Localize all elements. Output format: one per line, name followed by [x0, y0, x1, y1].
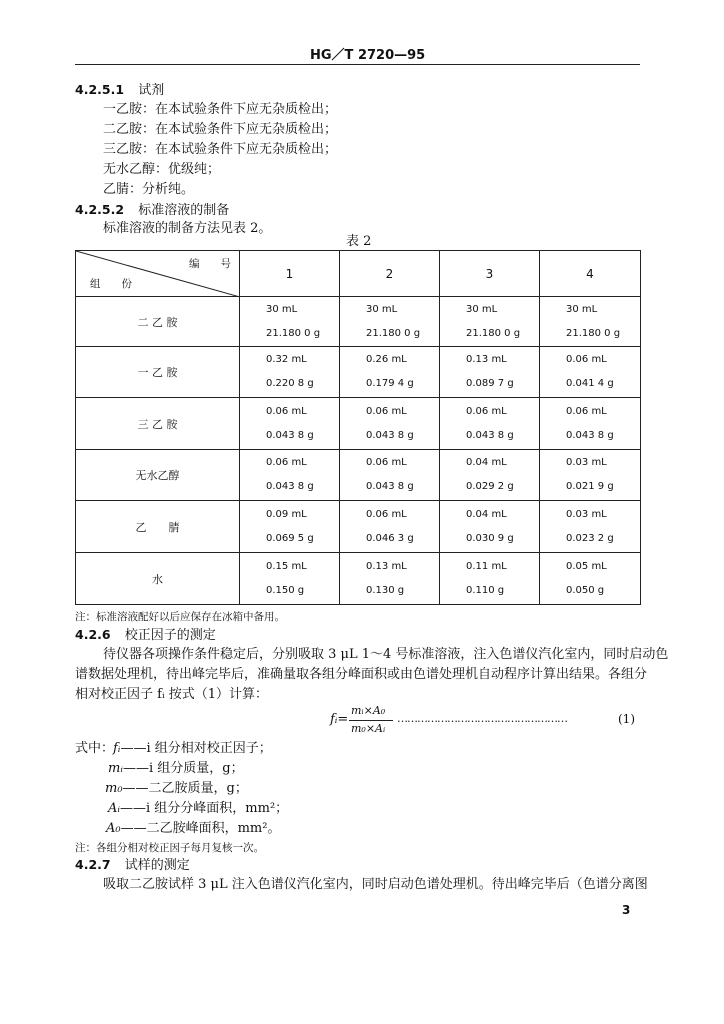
- formula-dots: ……………………………………………: [397, 712, 567, 725]
- table-caption: 表 2: [346, 234, 372, 249]
- table-cell: 0.06 mL 0.043 8 g: [240, 398, 340, 450]
- where-item: Aᵢ——i 组分分峰面积，mm²；: [108, 801, 289, 816]
- where-item: m₀——二乙胺质量，g；: [105, 781, 248, 796]
- corner-bottom-label: 组 份: [90, 278, 132, 290]
- section-body: 吸取二乙胺试样 3 μL 注入色谱仪汽化室内，同时启动色谱处理机。待出峰完毕后（色谱分离图: [103, 877, 648, 892]
- component-name: 二 乙 胺: [76, 297, 240, 347]
- section-body: 标准溶液的制备方法见表 2。: [103, 221, 272, 236]
- equation-number: (1): [618, 712, 635, 726]
- table-cell: 0.06 mL 0.043 8 g: [540, 398, 641, 450]
- component-name: 水: [76, 553, 240, 605]
- table-header-row: [76, 251, 641, 297]
- table-row: [76, 553, 641, 605]
- table-cell: 0.05 mL 0.050 g: [540, 553, 641, 605]
- table-cell: 0.06 mL 0.043 8 g: [340, 450, 440, 501]
- table-cell: 30 mL 21.180 0 g: [240, 297, 340, 347]
- table-cell: 0.11 mL 0.110 g: [440, 553, 540, 605]
- paragraph-line: 相对校正因子 fᵢ 按式（1）计算：: [75, 687, 268, 702]
- table-cell: 0.26 mL 0.179 4 g: [340, 347, 440, 398]
- table-cell: 0.04 mL 0.030 9 g: [440, 501, 540, 553]
- table-cell: 0.32 mL 0.220 8 g: [240, 347, 340, 398]
- table-cell: 0.15 mL 0.150 g: [240, 553, 340, 605]
- table-row: [76, 450, 641, 501]
- calibration-note: 注：各组分相对校正因子每月复核一次。: [75, 842, 264, 854]
- table-cell: 0.06 mL 0.043 8 g: [440, 398, 540, 450]
- table-cell: 0.03 mL 0.021 9 g: [540, 450, 641, 501]
- where-item: A₀——二乙胺峰面积，mm²。: [106, 821, 281, 836]
- table-row: [76, 347, 641, 398]
- section-4-2-5-2-heading: [75, 200, 229, 221]
- formula-lhs: fᵢ=: [330, 712, 349, 727]
- where-lead: 式中：: [75, 741, 115, 756]
- reagent-item: 一乙胺：在本试验条件下应无杂质检出；: [103, 102, 338, 117]
- column-header: 1: [240, 251, 340, 297]
- table-cell: 0.03 mL 0.023 2 g: [540, 501, 641, 553]
- table-row: [76, 297, 641, 347]
- section-number: 4.2.6: [75, 627, 111, 642]
- table-cell: 0.06 mL 0.046 3 g: [340, 501, 440, 553]
- component-name: 三 乙 胺: [76, 398, 240, 450]
- section-4-2-7-heading: [75, 855, 190, 876]
- table-cell: 0.04 mL 0.029 2 g: [440, 450, 540, 501]
- paragraph-line: 谱数据处理机，待出峰完毕后，准确量取各组分峰面积或由色谱处理机自动程序计算出结果。各组分: [75, 667, 648, 682]
- table-cell: 0.06 mL 0.043 8 g: [340, 398, 440, 450]
- section-number: 4.2.7: [75, 857, 111, 872]
- fraction-bar: [349, 720, 393, 721]
- table-cell: 0.13 mL 0.130 g: [340, 553, 440, 605]
- table-cell: 0.09 mL 0.069 5 g: [240, 501, 340, 553]
- table-cell: 30 mL 21.180 0 g: [440, 297, 540, 347]
- table-cell: 0.06 mL 0.043 8 g: [240, 450, 340, 501]
- section-4-2-5-1-heading: [75, 80, 164, 101]
- where-item: mᵢ——i 组分质量，g；: [108, 761, 244, 776]
- header-rule: [75, 64, 640, 65]
- section-number: 4.2.5.1: [75, 82, 125, 97]
- column-header: 2: [340, 251, 440, 297]
- section-4-2-6-heading: [75, 625, 216, 646]
- reagent-item: 乙腈：分析纯。: [103, 182, 195, 197]
- paragraph-line: 待仪器各项操作条件稳定后，分别吸取 3 μL 1～4 号标准溶液，注入色谱仪汽化室内，同时启动色: [103, 647, 669, 662]
- standard-number: HG／T 2720—95: [310, 48, 426, 63]
- table-cell: 0.13 mL 0.089 7 g: [440, 347, 540, 398]
- section-number: 4.2.5.2: [75, 202, 125, 217]
- component-name: 乙 腈: [76, 501, 240, 553]
- table-note: 注：标准溶液配好以后应保存在冰箱中备用。: [75, 611, 285, 623]
- section-title: 校正因子的测定: [124, 628, 216, 643]
- reagent-item: 二乙胺：在本试验条件下应无杂质检出；: [103, 122, 338, 137]
- section-title: 试样的测定: [124, 858, 190, 873]
- formula-numerator: mᵢ×A₀: [351, 704, 386, 717]
- component-name: 一 乙 胺: [76, 347, 240, 398]
- column-header: 3: [440, 251, 540, 297]
- table-corner-cell: [76, 251, 240, 297]
- where-item: fᵢ——i 组分相对校正因子；: [113, 741, 272, 756]
- component-name: 无水乙醇: [76, 450, 240, 501]
- formula-denominator: m₀×Aᵢ: [351, 722, 386, 735]
- table-row: [76, 501, 641, 553]
- reagent-item: 三乙胺：在本试验条件下应无杂质检出；: [103, 142, 338, 157]
- table-2: [75, 250, 641, 605]
- table-cell: 30 mL 21.180 0 g: [540, 297, 641, 347]
- corner-top-label: 编 号: [189, 258, 231, 270]
- page-number: 3: [622, 903, 631, 917]
- table-row: [76, 398, 641, 450]
- column-header: 4: [540, 251, 641, 297]
- section-title: 试剂: [138, 83, 165, 98]
- section-title: 标准溶液的制备: [138, 203, 230, 218]
- table-cell: 0.06 mL 0.041 4 g: [540, 347, 641, 398]
- reagent-item: 无水乙醇：优级纯；: [103, 162, 221, 177]
- table-cell: 30 mL 21.180 0 g: [340, 297, 440, 347]
